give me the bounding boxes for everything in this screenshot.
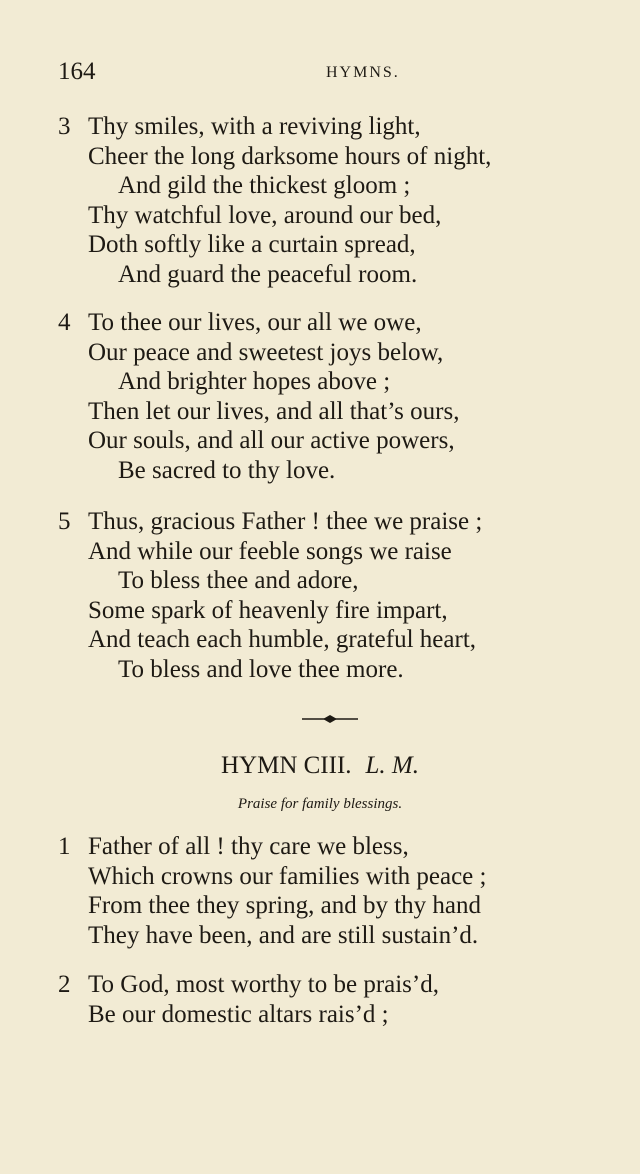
verse-text: And gild the thickest gloom ; <box>118 172 411 199</box>
page-number: 164 <box>58 58 96 85</box>
hymn-number: HYMN CIII. <box>220 752 352 779</box>
verse-text: And while our feeble songs we raise <box>88 537 452 565</box>
stanza-line <box>58 112 628 142</box>
stanza-line <box>58 566 628 596</box>
stanza-line <box>58 426 628 456</box>
stanza-line <box>58 397 628 427</box>
stanza-line <box>58 655 628 685</box>
hymn-subtitle: Praise for family blessings. <box>237 796 403 812</box>
stanza-line <box>58 1000 628 1030</box>
verse-text: Our souls, and all our active powers, <box>88 427 455 454</box>
verse-text: Some spark of heavenly fire impart, <box>88 596 448 624</box>
stanza-line <box>58 308 628 338</box>
verse-text: Be sacred to thy love. <box>118 456 336 484</box>
stanza-line <box>58 537 628 567</box>
verse-text: They have been, and are still sustain’d. <box>88 921 479 949</box>
stanza-number: 4 <box>58 309 71 336</box>
stanza-line <box>58 596 628 626</box>
verse-text: Father of all ! thy care we bless, <box>88 833 409 860</box>
stanza-line <box>58 260 628 290</box>
verse-text: And teach each humble, grateful heart, <box>88 626 477 653</box>
verse-text: To bless thee and adore, <box>118 567 359 594</box>
stanza-line <box>58 171 628 201</box>
hymn-meter: L. M. <box>365 752 420 779</box>
stanza-line <box>58 970 628 1000</box>
verse-text: Our peace and sweetest joys below, <box>88 338 444 366</box>
verse-text: Thy watchful love, around our bed, <box>88 201 442 229</box>
stanza-line <box>58 625 628 655</box>
verse-text: To bless and love thee more. <box>118 655 404 683</box>
verse-text: Then let our lives, and all that’s ours, <box>88 397 460 425</box>
verse-text: Doth softly like a curtain spread, <box>88 231 416 258</box>
stanza-5 <box>58 507 628 684</box>
stanza-line <box>58 201 628 231</box>
stanza-3 <box>58 112 628 289</box>
stanza-line <box>58 367 628 397</box>
stanza-number: 5 <box>58 508 71 535</box>
stanza-number: 1 <box>58 833 71 860</box>
verse-text: To God, most worthy to be prais’d, <box>88 971 439 998</box>
stanza-4 <box>58 308 628 485</box>
stanza-line <box>58 456 628 486</box>
hymn-stanza-1 <box>58 832 628 950</box>
verse-text: And guard the peaceful room. <box>118 260 418 288</box>
verse-text: Which crowns our families with peace ; <box>88 862 487 890</box>
running-head: HYMNS. <box>326 64 400 81</box>
stanza-number: 3 <box>58 113 71 140</box>
ornament-divider-icon <box>300 712 360 726</box>
verse-text: From thee they spring, and by thy hand <box>88 892 481 919</box>
stanza-line <box>58 507 628 537</box>
stanza-number: 2 <box>58 971 71 998</box>
stanza-line <box>58 142 628 172</box>
page-header <box>58 58 598 92</box>
hymn-stanza-2 <box>58 970 628 1029</box>
verse-text: Thus, gracious Father ! thee we praise ; <box>88 508 483 535</box>
verse-text: Cheer the long darksome hours of night, <box>88 142 492 170</box>
stanza-line <box>58 338 628 368</box>
verse-text: Thy smiles, with a reviving light, <box>88 113 421 140</box>
stanza-line <box>58 862 628 892</box>
stanza-line <box>58 921 628 951</box>
verse-text: Be our domestic altars rais’d ; <box>88 1000 389 1028</box>
verse-text: And brighter hopes above ; <box>118 368 391 395</box>
stanza-line <box>58 891 628 921</box>
hymn-title <box>0 752 640 780</box>
stanza-line <box>58 832 628 862</box>
verse-text: To thee our lives, our all we owe, <box>88 309 422 336</box>
stanza-line <box>58 230 628 260</box>
